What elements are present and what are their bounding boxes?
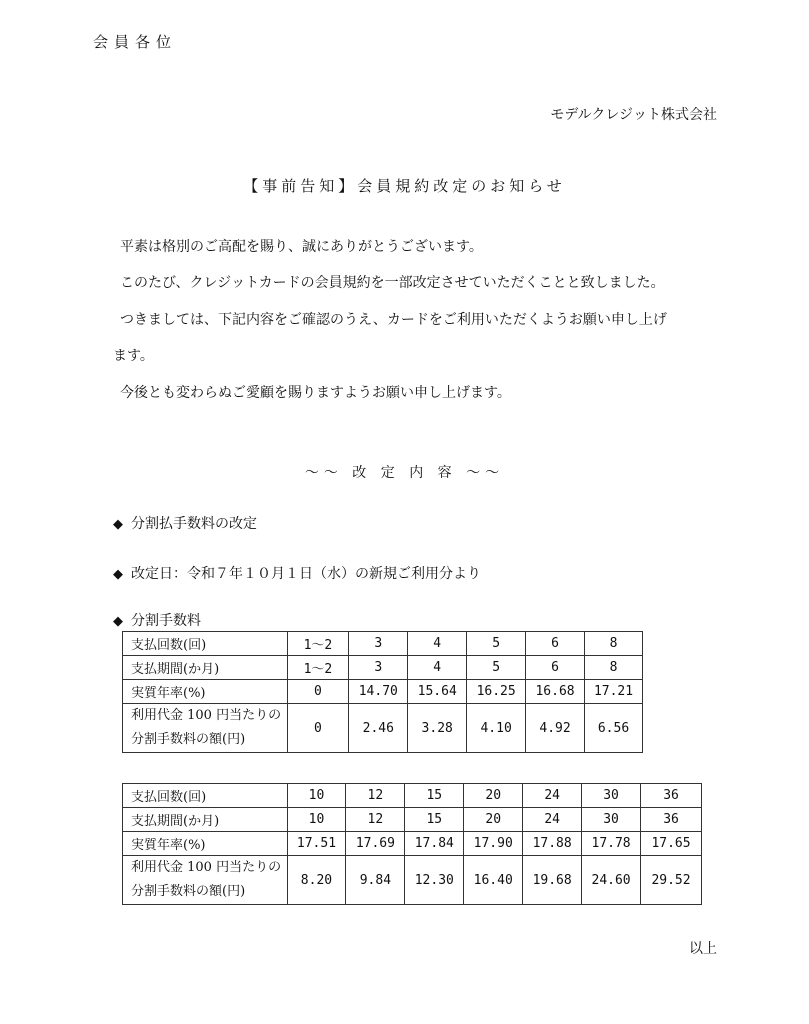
row-header-fee xyxy=(123,704,288,753)
table-cell: 24 xyxy=(523,808,582,832)
table-cell: 6 xyxy=(526,632,585,656)
bullet-installment-fee xyxy=(113,610,201,630)
table-row-count xyxy=(123,632,643,656)
installment-fee-table-2 xyxy=(122,783,702,905)
table-cell: 10 xyxy=(287,808,346,832)
row-header-fee-line2: 分割手数料の額(円) xyxy=(131,884,246,899)
table-cell: 30 xyxy=(582,808,641,832)
table-cell: 2.46 xyxy=(349,704,408,753)
bullet-revision-date xyxy=(113,563,481,583)
table-cell: 19.68 xyxy=(523,856,582,905)
row-header-rate: 実質年率(%) xyxy=(123,680,288,704)
row-header-fee-line2: 分割手数料の額(円) xyxy=(131,732,246,747)
table-cell: 6.56 xyxy=(585,704,643,753)
table-cell: 36 xyxy=(641,808,702,832)
row-header-period: 支払期間(か月) xyxy=(123,808,288,832)
row-header-fee-line1: 利用代金 100 円当たりの xyxy=(131,860,282,875)
bullet-text: 改定日：令和７年１０月１日（水）の新規ご利用分より xyxy=(131,566,481,582)
table-cell: 0 xyxy=(287,704,349,753)
table-cell: 16.25 xyxy=(467,680,526,704)
bullet-text: 分割払手数料の改定 xyxy=(131,516,257,532)
table-cell: 17.65 xyxy=(641,832,702,856)
closing-paragraph: 今後とも変わらぬご愛顧を賜りますようお願い申し上げます。 xyxy=(120,385,511,401)
table-cell: 36 xyxy=(641,784,702,808)
announcement-paragraph: このたび、クレジットカードの会員規約を一部改定させていただくことと致しました。 xyxy=(120,275,665,291)
row-header-fee xyxy=(123,856,288,905)
table-cell: 24.60 xyxy=(582,856,641,905)
table-cell: 10 xyxy=(287,784,346,808)
row-header-count: 支払回数(回) xyxy=(123,784,288,808)
table-cell: 30 xyxy=(582,784,641,808)
table-cell: 12 xyxy=(346,784,405,808)
diamond-bullet-icon: ◆ xyxy=(113,517,123,532)
closing-mark: 以上 xyxy=(689,941,717,957)
table-cell: 14.70 xyxy=(349,680,408,704)
table-cell: 17.69 xyxy=(346,832,405,856)
installment-fee-table-1 xyxy=(122,631,643,753)
table-cell: 4 xyxy=(408,656,467,680)
table-cell: 17.21 xyxy=(585,680,643,704)
bullet-fee-revision xyxy=(113,513,257,533)
table-cell: 8.20 xyxy=(287,856,346,905)
table-cell: 16.68 xyxy=(526,680,585,704)
table-cell: 20 xyxy=(464,784,523,808)
table-row-fee xyxy=(123,704,643,753)
table-cell: 3 xyxy=(349,656,408,680)
table-cell: 0 xyxy=(287,680,349,704)
table-cell: 5 xyxy=(467,656,526,680)
table-cell: 1～2 xyxy=(287,656,349,680)
table-cell: 29.52 xyxy=(641,856,702,905)
table-cell: 4 xyxy=(408,632,467,656)
table-row-fee xyxy=(123,856,702,905)
table-cell: 9.84 xyxy=(346,856,405,905)
table-cell: 15.64 xyxy=(408,680,467,704)
table-cell: 17.78 xyxy=(582,832,641,856)
row-header-period: 支払期間(か月) xyxy=(123,656,288,680)
table-cell: 16.40 xyxy=(464,856,523,905)
table-cell: 3.28 xyxy=(408,704,467,753)
table-cell: 5 xyxy=(467,632,526,656)
greeting-paragraph: 平素は格別のご高配を賜り、誠にありがとうございます。 xyxy=(120,239,483,255)
table-cell: 6 xyxy=(526,656,585,680)
section-title: ～～ 改 定 内 容 ～～ xyxy=(304,465,505,481)
table-row-rate xyxy=(123,832,702,856)
diamond-bullet-icon: ◆ xyxy=(113,614,123,629)
table-cell: 15 xyxy=(405,808,464,832)
table-cell: 3 xyxy=(349,632,408,656)
table-cell: 4.92 xyxy=(526,704,585,753)
row-header-fee-line1: 利用代金 100 円当たりの xyxy=(131,708,282,723)
notice-title: 【事前告知】会員規約改定のお知らせ xyxy=(243,177,566,195)
table-cell: 15 xyxy=(405,784,464,808)
table-cell: 20 xyxy=(464,808,523,832)
row-header-count: 支払回数(回) xyxy=(123,632,288,656)
table-cell: 12.30 xyxy=(405,856,464,905)
table-row-rate xyxy=(123,680,643,704)
table-cell: 12 xyxy=(346,808,405,832)
table-cell: 17.84 xyxy=(405,832,464,856)
diamond-bullet-icon: ◆ xyxy=(113,567,123,582)
table-cell: 17.90 xyxy=(464,832,523,856)
table-cell: 8 xyxy=(585,656,643,680)
table-cell: 17.51 xyxy=(287,832,346,856)
bullet-text: 分割手数料 xyxy=(131,613,201,629)
request-paragraph-continued: ます。 xyxy=(113,348,154,364)
table-cell: 24 xyxy=(523,784,582,808)
table-cell: 1～2 xyxy=(287,632,349,656)
request-paragraph: つきましては、下記内容をご確認のうえ、カードをご利用いただくようお願い申し上げ xyxy=(120,312,667,328)
company-name: モデルクレジット株式会社 xyxy=(550,107,717,123)
table-row-count xyxy=(123,784,702,808)
table-row-period xyxy=(123,808,702,832)
table-row-period xyxy=(123,656,643,680)
table-cell: 8 xyxy=(585,632,643,656)
table-cell: 17.88 xyxy=(523,832,582,856)
row-header-rate: 実質年率(%) xyxy=(123,832,288,856)
table-cell: 4.10 xyxy=(467,704,526,753)
addressee: 会員各位 xyxy=(93,33,178,51)
